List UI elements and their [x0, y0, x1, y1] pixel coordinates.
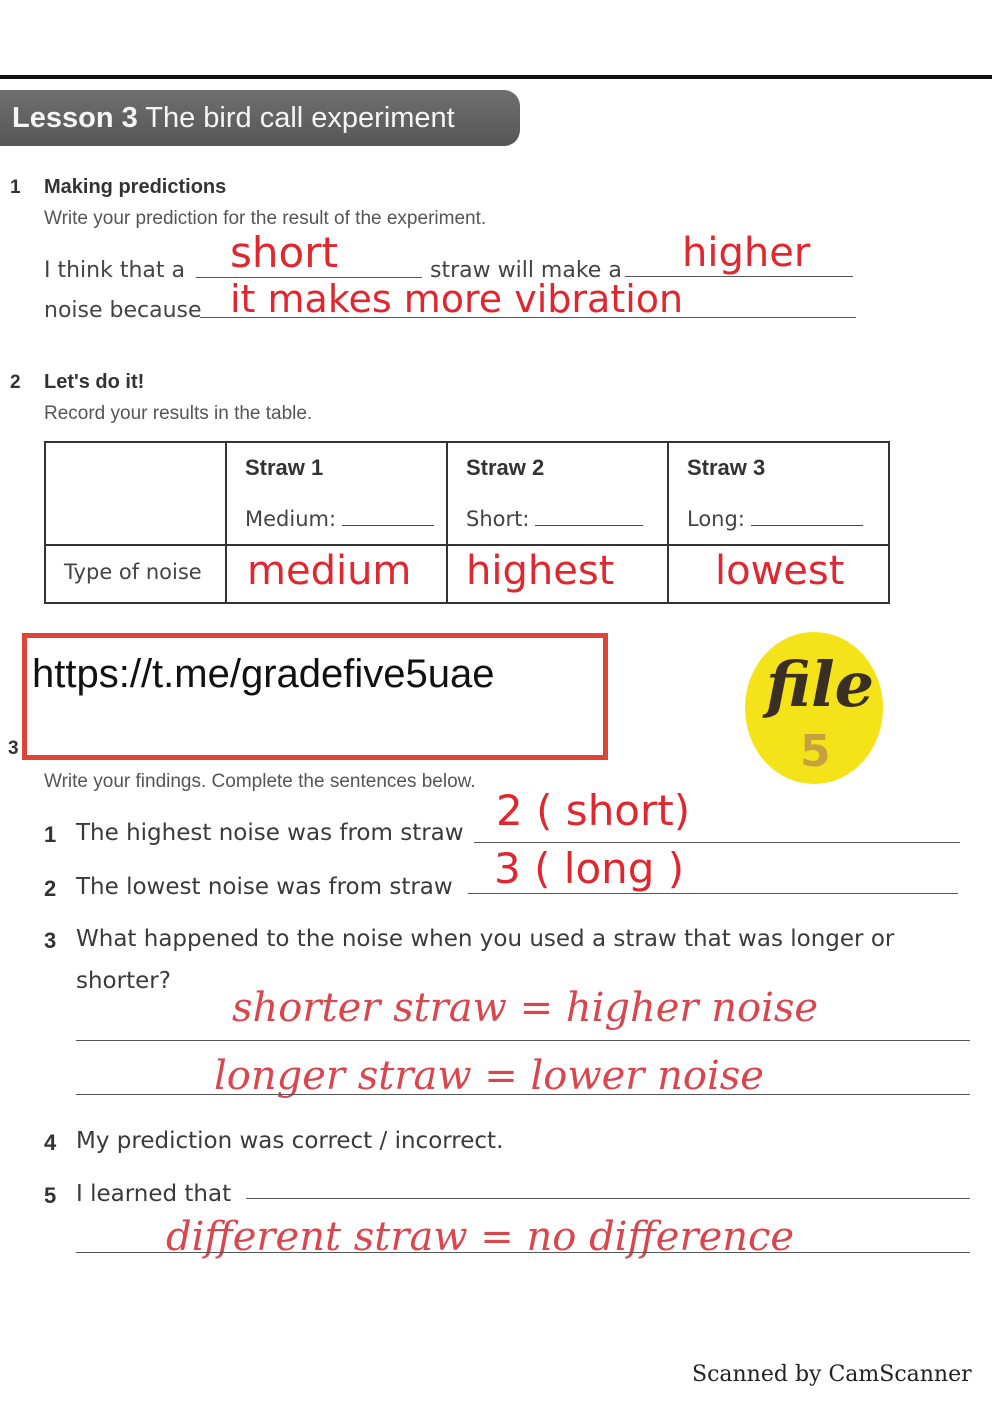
table-header-straw2	[447, 442, 668, 545]
section3-instruction: Write your findings. Complete the sentences below.	[44, 771, 476, 792]
section1-number: 1	[10, 177, 21, 198]
table-row	[45, 545, 889, 603]
section3-number: 3	[8, 738, 19, 759]
table-header-row	[45, 442, 889, 545]
straw3-header: Straw 3	[687, 455, 766, 480]
prediction-answer-2: higher	[682, 230, 811, 276]
section1-instruction: Write your prediction for the result of the experiment.	[44, 208, 487, 229]
item4-text[interactable]: My prediction was correct / incorrect.	[76, 1128, 504, 1154]
item5-blank-1[interactable]	[246, 1198, 970, 1199]
item3-text-line1: What happened to the noise when you used a straw that was longer or	[76, 926, 895, 952]
item5-blank-2[interactable]	[76, 1252, 970, 1253]
item3-number: 3	[44, 928, 57, 953]
item2-blank[interactable]	[468, 893, 958, 894]
item1-number: 1	[44, 822, 57, 847]
item3-blank-2[interactable]	[76, 1094, 970, 1095]
straw2-header: Straw 2	[466, 455, 545, 480]
logo-number: 5	[800, 726, 831, 777]
table-corner-cell	[45, 442, 226, 545]
item4-number: 4	[44, 1130, 57, 1155]
straw1-header: Straw 1	[245, 455, 324, 480]
answer-cell-1[interactable]	[226, 545, 447, 603]
channel-link[interactable]: https://t.me/gradefive5uae	[32, 652, 495, 696]
lesson-title: The bird call experiment	[145, 102, 455, 134]
section2-number: 2	[10, 372, 21, 393]
prediction-answer-1: short	[230, 228, 338, 277]
table-header-straw3	[668, 442, 889, 545]
top-rule	[0, 75, 992, 79]
item3-blank-1[interactable]	[76, 1040, 970, 1041]
item3-answer-2: longer straw = lower noise	[214, 1053, 764, 1099]
prediction-answer-3: it makes more vibration	[230, 277, 684, 321]
section2-instruction: Record your results in the table.	[44, 403, 313, 424]
scanned-footer: Scanned by CamScanner	[692, 1362, 972, 1387]
item5-text: I learned that	[76, 1181, 232, 1207]
answer-cell-3[interactable]	[668, 545, 889, 603]
item5-number: 5	[44, 1183, 57, 1208]
prediction-text-3: noise because	[44, 298, 202, 323]
item1-answer: 2 ( short)	[496, 786, 691, 835]
item2-number: 2	[44, 876, 57, 901]
straw3-sub[interactable]: Long:	[687, 507, 863, 531]
item3-answer-1: shorter straw = higher noise	[232, 985, 819, 1031]
lesson-number: Lesson 3	[12, 102, 138, 134]
item3-text-line2: shorter?	[76, 968, 171, 994]
logo-word: file	[766, 648, 875, 721]
section1-title: Making predictions	[44, 176, 227, 198]
table-header-straw1	[226, 442, 447, 545]
answer-straw1: medium	[247, 548, 412, 594]
prediction-text-2: straw will make a	[430, 258, 622, 283]
straw2-sub[interactable]: Short:	[466, 507, 643, 531]
row-label-cell	[45, 545, 226, 603]
item1-blank[interactable]	[474, 842, 960, 843]
row-label: Type of noise	[64, 560, 202, 584]
item5-answer: different straw = no difference	[166, 1214, 795, 1260]
answer-straw3: lowest	[715, 548, 845, 594]
section2-title: Let's do it!	[44, 371, 145, 393]
answer-cell-2[interactable]	[447, 545, 668, 603]
results-table	[44, 441, 890, 604]
answer-straw2: highest	[466, 548, 615, 594]
straw1-sub[interactable]: Medium:	[245, 507, 434, 531]
prediction-text-1: I think that a	[44, 258, 185, 283]
item2-text: The lowest noise was from straw	[76, 874, 453, 900]
lesson-banner	[0, 90, 520, 146]
item2-answer: 3 ( long )	[494, 844, 685, 893]
item1-text: The highest noise was from straw	[76, 820, 464, 846]
